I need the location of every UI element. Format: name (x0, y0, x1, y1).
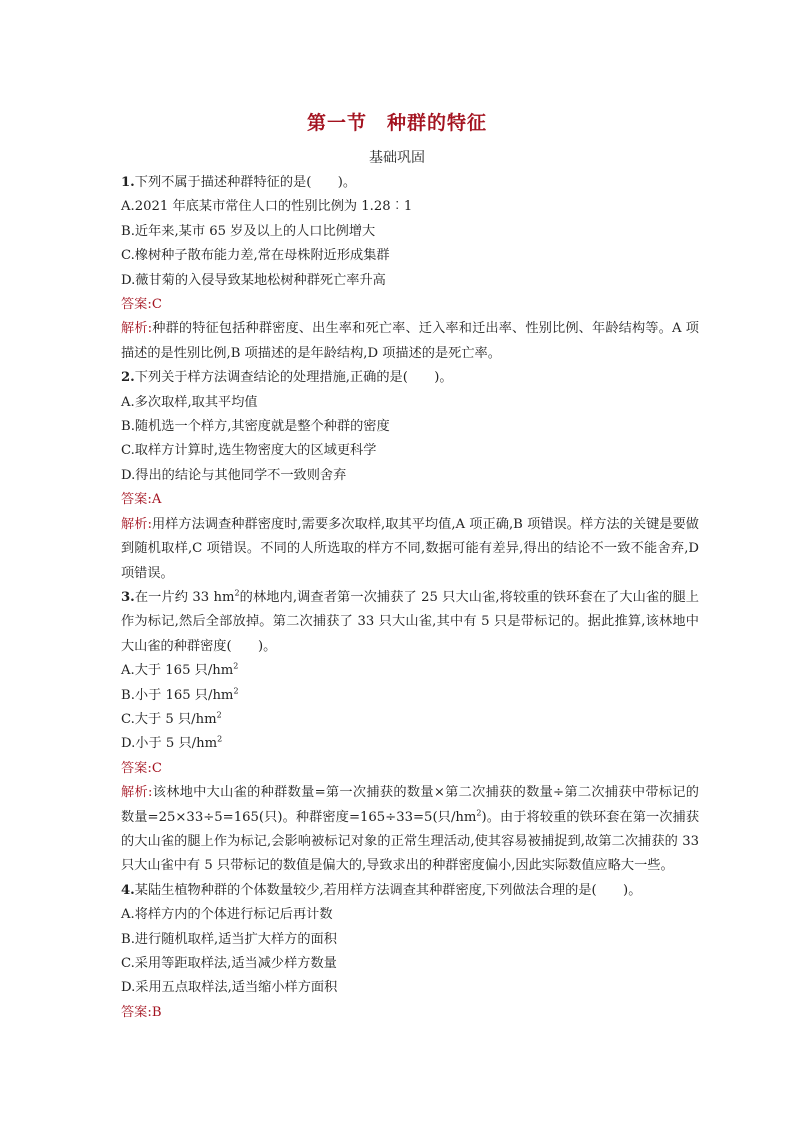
answer-label: 答案: (121, 1004, 152, 1020)
option-d: D.薇甘菊的入侵导致某地松树种群死亡率升高 (121, 272, 386, 288)
question-1 (121, 171, 699, 366)
option-a: A.2021 年底某市常住人口的性别比例为 1.28︰1 (121, 199, 413, 215)
option-c: C.采用等距取样法,适当减少样方数量 (121, 956, 337, 971)
analysis (121, 317, 699, 366)
analysis-text: 用样方法调查种群密度时,需要多次取样,取其平均值,A 项正确,B 项错误。样方法的关键是要做到随机取样,C 项错误。不同的人所选取的样方不同,数据可能有差异,得出的结论不一致不能舍弃,D 项错误。 (121, 516, 699, 581)
answer-value: C (151, 297, 162, 313)
analysis: 解析:该林地中大山雀的种群数量=第一次捕获的数量×第二次捕获的数量÷第二次捕获中带标记的数量=25×33÷5=165(只)。种群密度=165÷33=5(只$/hm^2$)。由于将较重的铁环套在第一次捕获的大山雀的腿上作为标记,会影响被标记对象的正常生理活动,使其容易被捕捉到,故第二次捕获的 33 只大山雀中有 5 只带标记的数值是偏大的,导致求出的种群密度偏小,因此实际数值应略大一些。 (121, 785, 700, 874)
question-number: 4. (121, 882, 135, 898)
analysis-label: 解析: (121, 785, 153, 801)
answer-value: A (151, 492, 162, 508)
answer-line (121, 757, 699, 781)
answer-label: 答案: (121, 760, 152, 776)
option-b: B.近年来,某市 65 岁及以上的人口比例增大 (121, 223, 376, 239)
analysis-label: 解析: (121, 321, 153, 337)
analysis-text: 种群的特征包括种群密度、出生率和死亡率、迁入率和迁出率、性别比例、年龄结构等。A 项描述的是性别比例,B 项描述的是年龄结构,D 项描述的是死亡率。 (121, 321, 699, 361)
analysis-text: 该林地中大山雀的种群数量=第一次捕获的数量×第二次捕获的数量÷第二次捕获中带标记的数量=25×33÷5=165(只)。种群密度=165÷33=5(只/hm (121, 785, 699, 825)
option-c: C.大于 5 只$/hm^2$ (121, 710, 222, 727)
option-a: A.将样方内的个体进行标记后再计数 (121, 907, 333, 923)
option-d: D.采用五点取样法,适当缩小样方面积 (121, 980, 338, 996)
answer-line (121, 293, 699, 317)
question-stem: 4.某陆生植物种群的个体数量较少,若用样方法调查其种群密度,下列做法合理的是( )。 (121, 882, 642, 898)
analysis-label: 解析: (121, 516, 152, 532)
option-a: A.多次取样,取其平均值 (121, 394, 258, 410)
analysis (121, 513, 699, 586)
option-b: B.小于 165 只$/hm^2$ (121, 686, 239, 703)
option-b: B.随机选一个样方,其密度就是整个种群的密度 (121, 419, 390, 435)
option-d: D.小于 5 只$/hm^2$ (121, 734, 223, 752)
question-2 (121, 366, 699, 586)
answer-value: B (151, 1004, 162, 1020)
question-4 (121, 879, 699, 1025)
question-stem: 1.下列不属于描述种群特征的是( )。 (121, 175, 357, 190)
question-3 (121, 586, 699, 879)
option-c: C.取样方计算时,选生物密度大的区域更科学 (121, 443, 377, 459)
option-b: B.进行随机取样,适当扩大样方的面积 (121, 931, 337, 947)
answer-line (121, 488, 699, 512)
answer-label: 答案: (121, 297, 152, 313)
answer-line (121, 1001, 699, 1025)
answer-label: 答案: (121, 492, 152, 508)
question-number: 3. (121, 589, 135, 605)
question-list (121, 171, 699, 1025)
option-d: D.得出的结论与其他同学不一致则舍弃 (121, 467, 347, 483)
answer-value: C (151, 760, 162, 776)
question-number: 1. (121, 175, 135, 190)
question-stem: 2.下列关于样方法调查结论的处理措施,正确的是( )。 (121, 370, 453, 386)
option-a: A.大于 165 只$/hm^2$ (121, 661, 239, 679)
page-title: 第一节 种群的特征 (306, 112, 487, 134)
question-number: 2. (121, 370, 135, 386)
section-heading: 基础巩固 (369, 150, 425, 166)
question-stem: 3.在一片约 33 $hm^2$的林地内,调查者第一次捕获了 25 只大山雀,将较重的铁环套在了大山雀的腿上作为标记,然后全部放掉。第二次捕获了 33 只大山雀,其中有 5 只是带标记的。据此推算,该林地中大山雀的种群密度( )。 (121, 588, 699, 654)
option-c: C.橡树种子散布能力差,常在母株附近形成集群 (121, 248, 390, 264)
